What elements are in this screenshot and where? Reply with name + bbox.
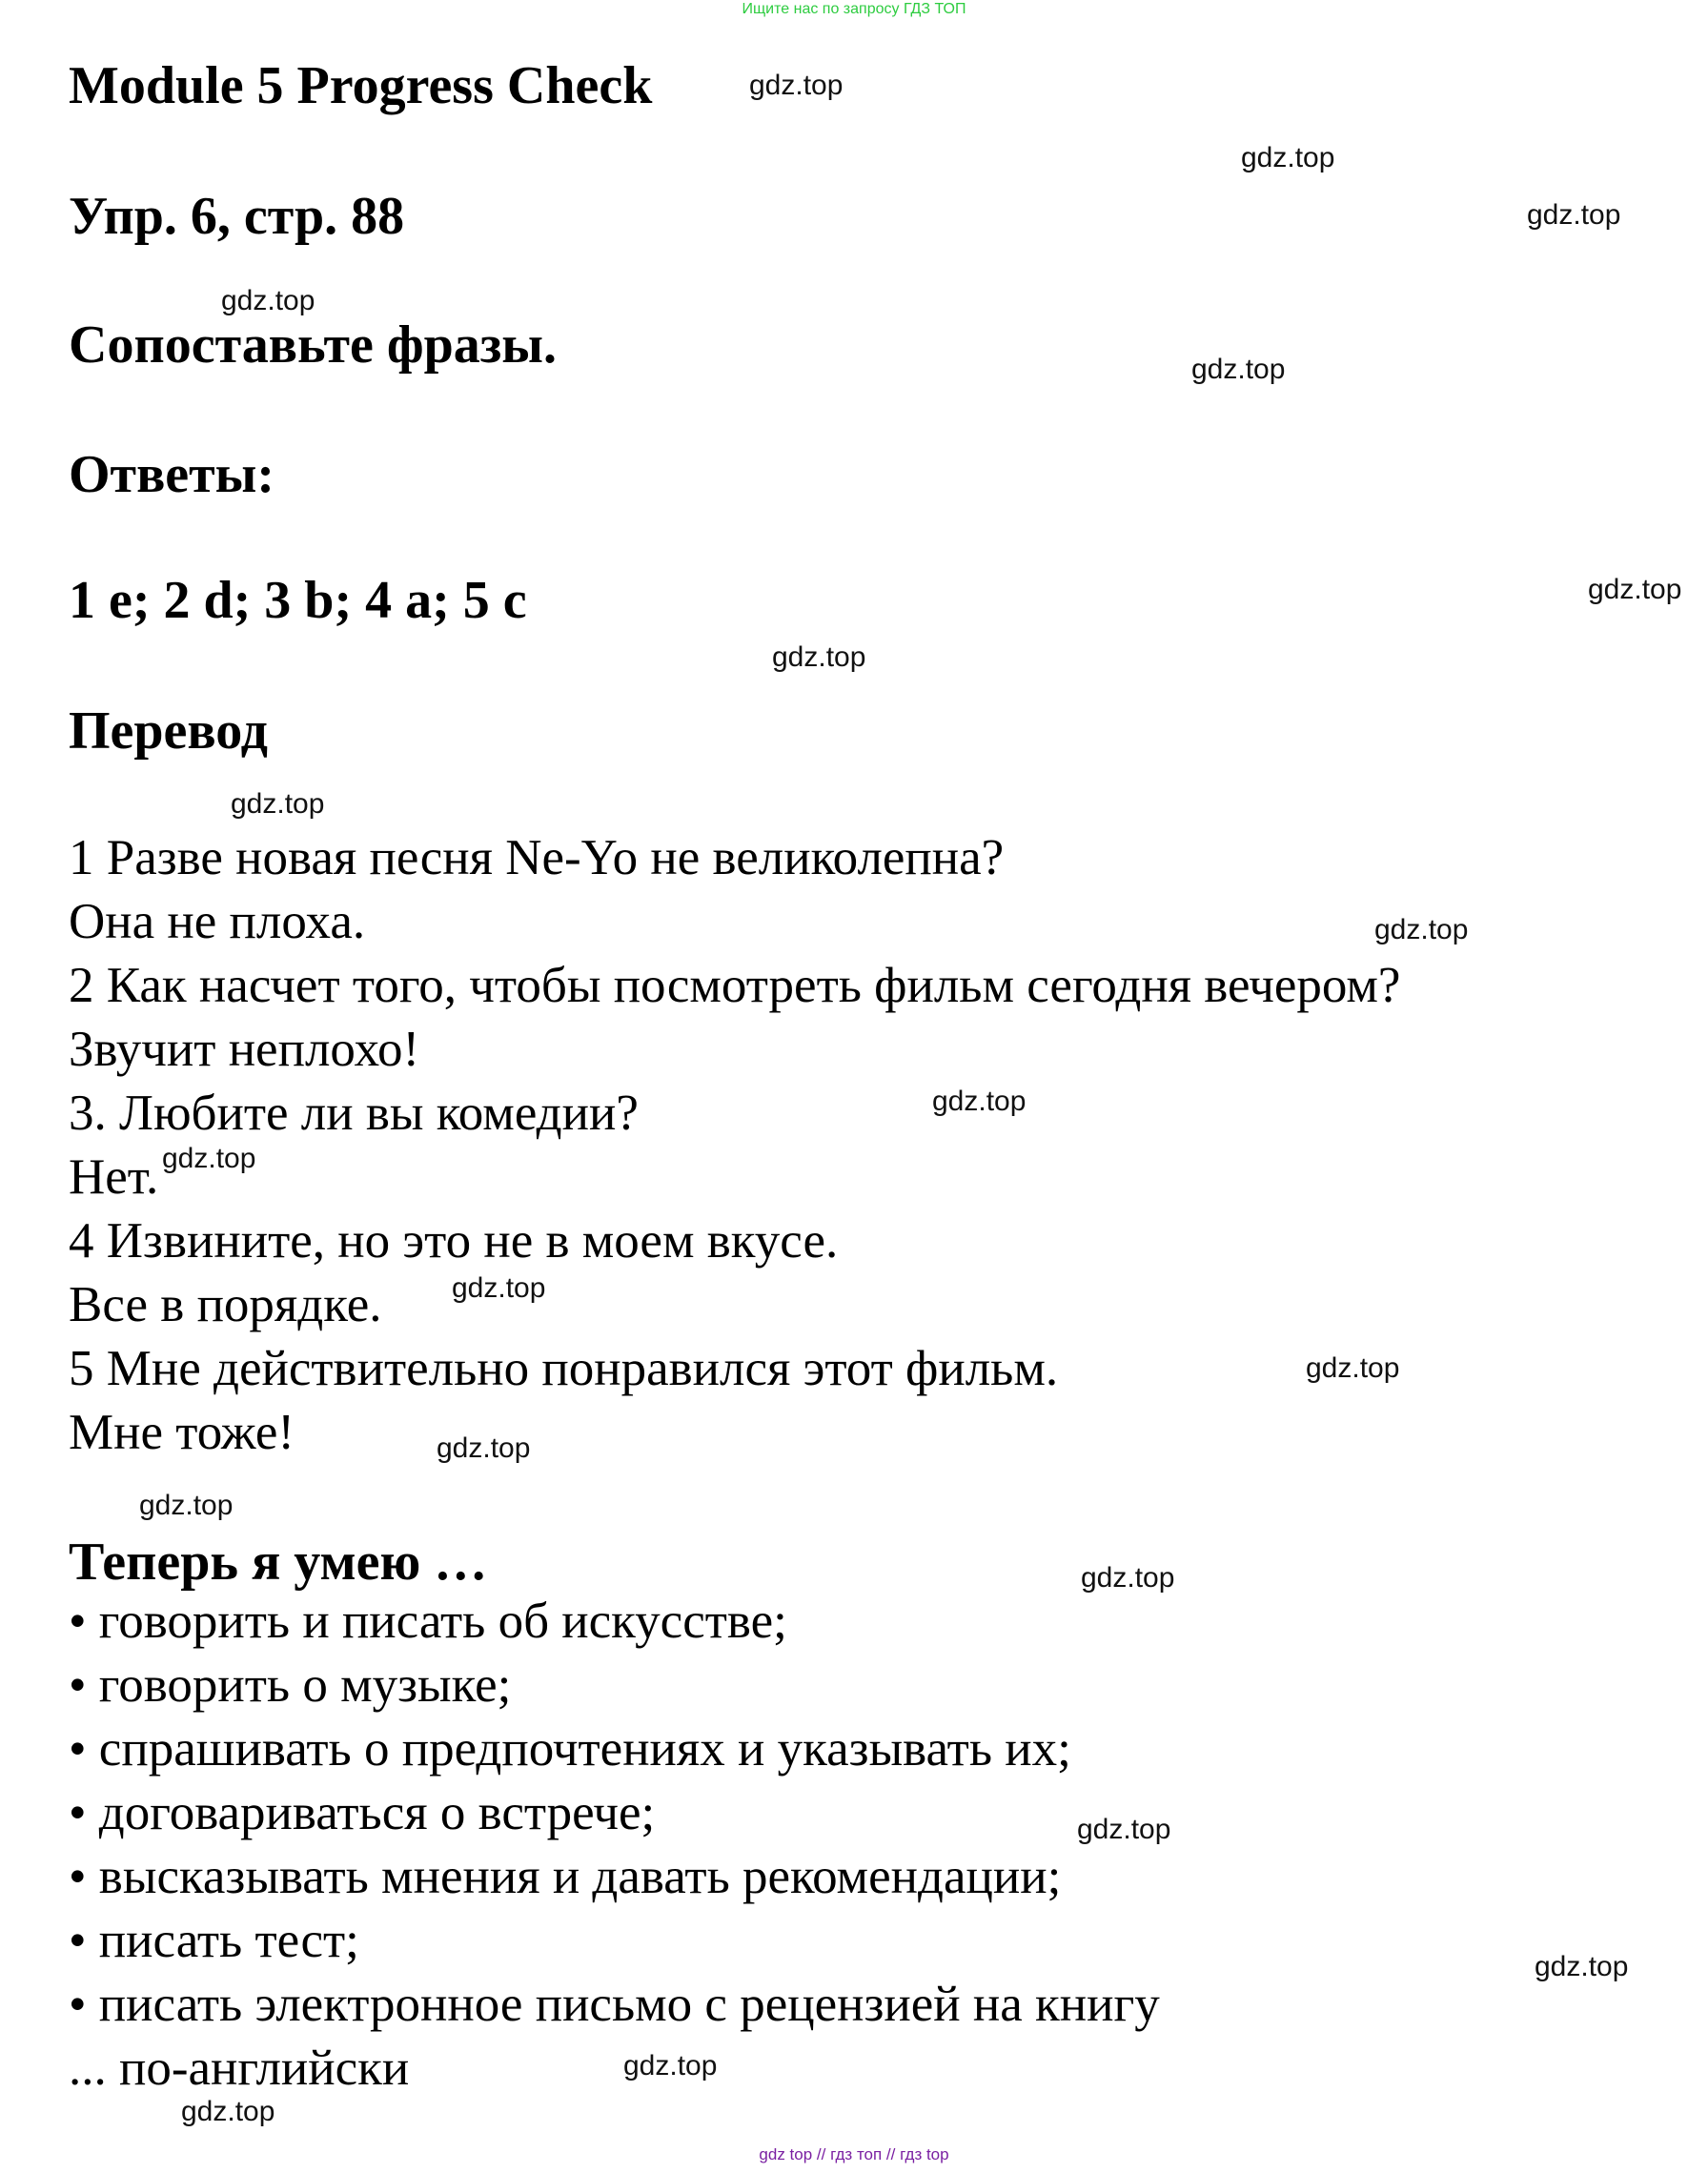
translation-line: 3. Любите ли вы комедии?	[69, 1086, 639, 1141]
translation-line: 4 Извините, но это не в моем вкусе.	[69, 1213, 839, 1269]
translation-heading: Перевод	[69, 701, 268, 761]
watermark-text: gdz.top	[181, 2096, 275, 2127]
skill-item: • высказывать мнения и давать рекомендации;	[69, 1849, 1062, 1904]
instruction: Сопоставьте фразы.	[69, 315, 557, 375]
watermark-text: gdz.top	[1374, 914, 1469, 945]
watermark-text: gdz.top	[623, 2050, 718, 2082]
watermark-text: gdz.top	[231, 788, 325, 820]
watermark-text: gdz.top	[772, 641, 866, 673]
watermark-text: gdz.top	[1306, 1352, 1400, 1384]
skill-item: • договариваться о встрече;	[69, 1785, 656, 1840]
watermark-text: gdz.top	[162, 1143, 256, 1174]
skill-item: • говорить и писать об искусстве;	[69, 1594, 787, 1649]
watermark-text: gdz.top	[1527, 199, 1621, 231]
top-banner: Ищите нас по запросу ГДЗ ТОП	[742, 1, 966, 17]
translation-line: Она не плоха.	[69, 894, 366, 949]
skills-heading: Теперь я умею …	[69, 1533, 488, 1592]
translation-line: Все в порядке.	[69, 1277, 382, 1332]
answers-line: 1 e; 2 d; 3 b; 4 a; 5 c	[69, 571, 527, 630]
translation-line: 1 Разве новая песня Ne-Yo не великолепна?	[69, 830, 1005, 885]
watermark-text: gdz.top	[1535, 1951, 1629, 1982]
translation-line: Звучит неплохо!	[69, 1022, 420, 1077]
translation-line: Мне тоже!	[69, 1405, 295, 1460]
watermark-text: gdz.top	[1077, 1814, 1171, 1845]
watermark-text: gdz.top	[749, 70, 844, 101]
skill-item: • говорить о музыке;	[69, 1657, 512, 1713]
watermark-text: gdz.top	[452, 1272, 546, 1304]
translation-line: 2 Как насчет того, чтобы посмотреть фильм сегодня вечером?	[69, 958, 1401, 1013]
watermark-text: gdz.top	[437, 1432, 531, 1464]
watermark-text: gdz.top	[932, 1086, 1027, 1117]
watermark-text: gdz.top	[1241, 142, 1335, 173]
exercise-reference: Упр. 6, стр. 88	[69, 187, 405, 246]
watermark-text: gdz.top	[1588, 574, 1682, 605]
watermark-text: gdz.top	[221, 285, 315, 316]
skill-item: • писать электронное письмо с рецензией на книгу	[69, 1977, 1160, 2032]
page-title: Module 5 Progress Check	[69, 56, 653, 115]
answers-heading: Ответы:	[69, 445, 275, 504]
translation-line: Нет.	[69, 1149, 159, 1205]
watermark-text: gdz.top	[1191, 354, 1286, 385]
watermark-text: gdz.top	[1081, 1562, 1175, 1594]
bottom-banner: gdz top // гдз топ // гдз top	[759, 2145, 949, 2163]
skill-item: • спрашивать о предпочтениях и указывать их;	[69, 1721, 1071, 1777]
skills-tail: ... по-английски	[69, 2041, 410, 2096]
translation-line: 5 Мне действительно понравился этот фильм.	[69, 1341, 1059, 1396]
watermark-text: gdz.top	[139, 1490, 234, 1521]
skill-item: • писать тест;	[69, 1913, 359, 1968]
